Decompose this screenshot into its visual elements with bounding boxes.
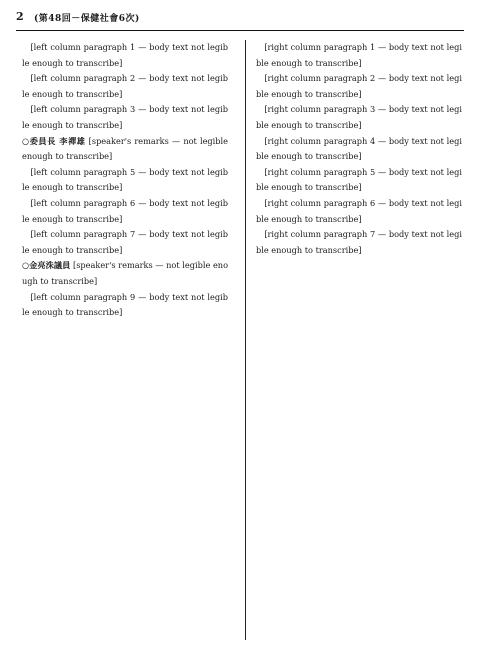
paragraph	[256, 227, 462, 258]
paragraph	[256, 165, 462, 196]
paragraph	[256, 71, 462, 102]
paragraph-text: [left column paragraph 5 — body text not legible enough to transcribe]	[22, 166, 228, 193]
paragraph	[22, 102, 228, 133]
paragraph-text: [left column paragraph 3 — body text not legible enough to transcribe]	[22, 104, 228, 130]
paragraph-text: [right column paragraph 5 — body text not legible enough to transcribe]	[256, 166, 462, 193]
paragraph	[22, 40, 228, 71]
running-title: (第48回－保健社會6次)	[34, 14, 140, 24]
paragraph-text: [right column paragraph 4 — body text not legible enough to transcribe]	[256, 135, 462, 162]
speaker-label: ○委員長 李禪雄	[22, 135, 86, 146]
paragraph	[256, 40, 462, 71]
paragraph-text: [left column paragraph 1 — body text not legible enough to transcribe]	[22, 42, 228, 68]
right-column	[256, 40, 462, 640]
paragraph	[256, 134, 462, 165]
paragraph-text: [left column paragraph 6 — body text not legible enough to transcribe]	[22, 197, 228, 224]
paragraph	[22, 290, 228, 321]
paragraph	[256, 196, 462, 227]
paragraph	[22, 196, 228, 227]
paragraph	[22, 71, 228, 102]
paragraph	[22, 134, 228, 165]
speaker-label: ○金亮洙議員	[22, 260, 71, 271]
paragraph	[22, 165, 228, 196]
paragraph	[256, 102, 462, 133]
paragraph-text: [left column paragraph 9 — body text not legible enough to transcribe]	[22, 291, 228, 318]
paragraph	[22, 258, 228, 289]
paragraph	[22, 227, 228, 258]
paragraph-text: [right column paragraph 1 — body text not legible enough to transcribe]	[256, 42, 462, 68]
paragraph-text: [left column paragraph 7 — body text not legible enough to transcribe]	[22, 229, 228, 255]
page-header	[16, 8, 464, 28]
column-divider	[245, 40, 246, 640]
paragraph-text: [right column paragraph 7 — body text not legible enough to transcribe]	[256, 229, 462, 255]
header-rule	[16, 30, 464, 31]
paragraph-text: [left column paragraph 2 — body text not legible enough to transcribe]	[22, 73, 228, 99]
paragraph-text: [speaker's remarks — not legible enough to transcribe]	[22, 135, 228, 162]
paragraph-text: [right column paragraph 2 — body text not legible enough to transcribe]	[256, 73, 462, 99]
page-number: 2	[16, 10, 24, 23]
paragraph-text: [right column paragraph 6 — body text not legible enough to transcribe]	[256, 197, 462, 224]
paragraph-text: [right column paragraph 3 — body text not legible enough to transcribe]	[256, 104, 462, 130]
paragraph-text: [speaker's remarks — not legible enough to transcribe]	[22, 260, 228, 286]
left-column	[22, 40, 228, 640]
